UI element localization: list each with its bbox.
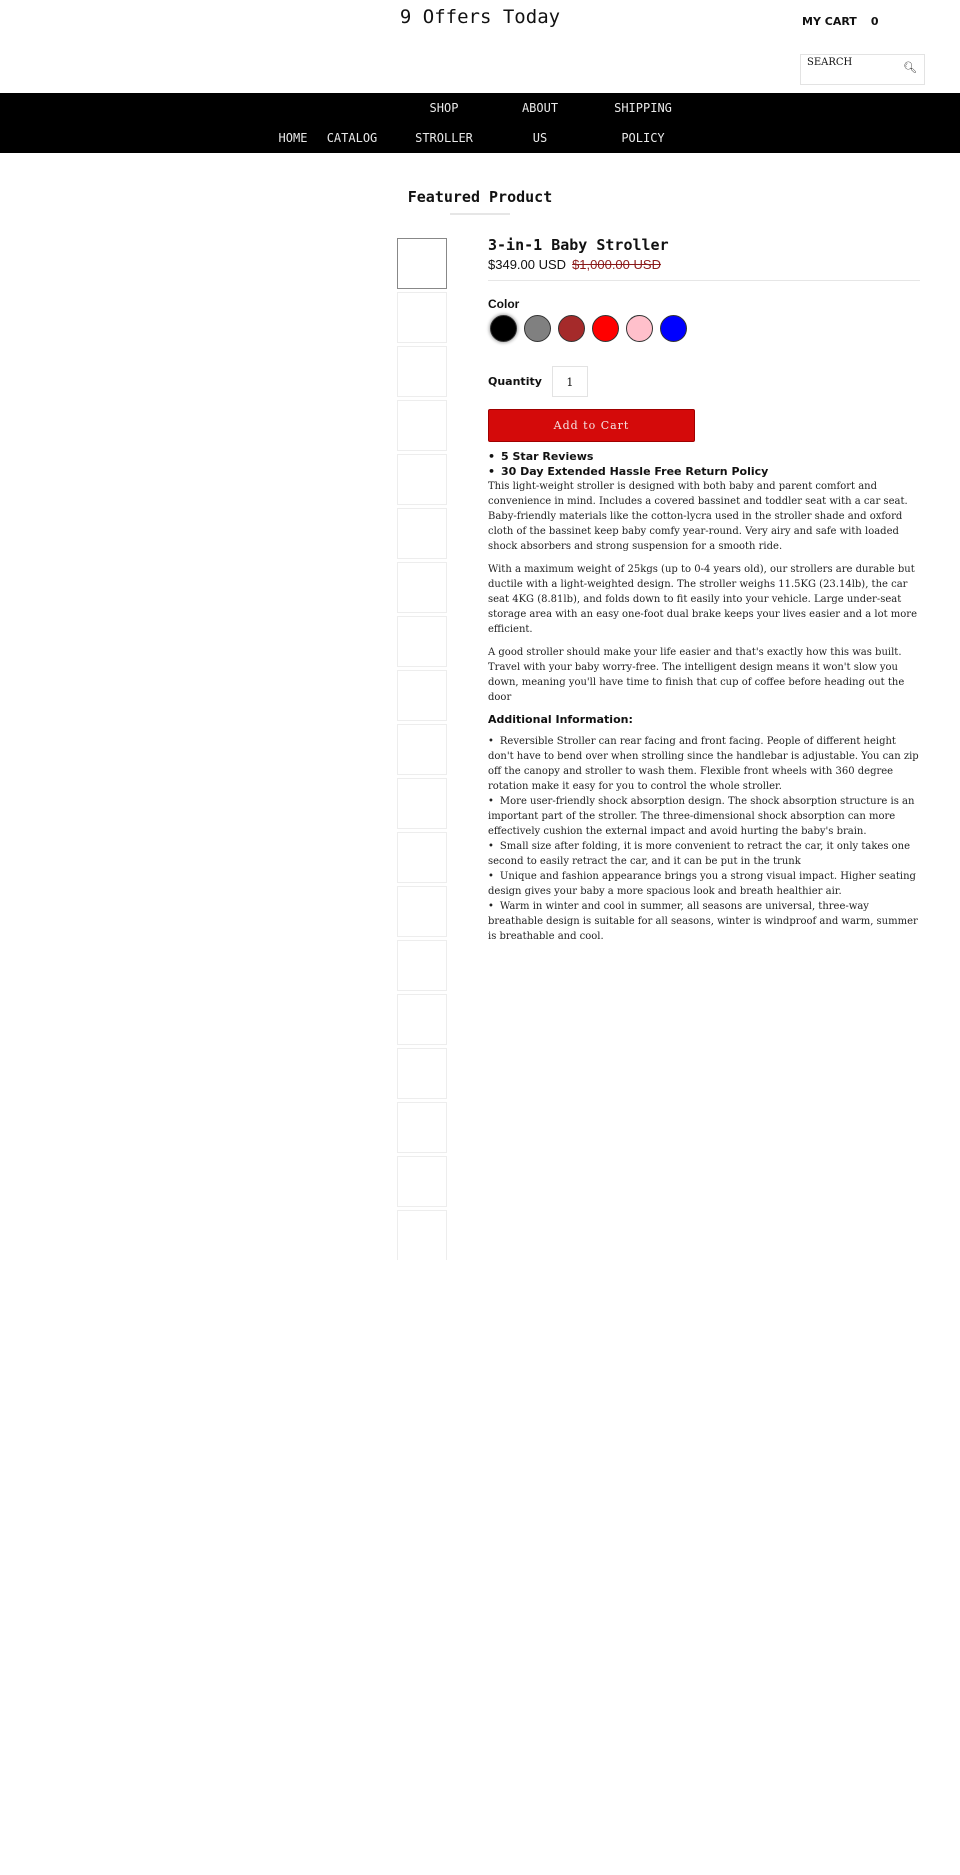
info-item: • Warm in winter and cool in summer, all seasons are universal, three-way breathable design is suitable for all seasons, winter is windproof and warm, summer is breathable and cool. (488, 899, 920, 944)
thumbnail[interactable] (397, 778, 447, 829)
nav-shop-stroller[interactable] (404, 93, 484, 153)
highlight-item: • 5 Star Reviews (488, 449, 920, 464)
color-label: Color (488, 297, 520, 311)
site-title[interactable]: 9 Offers Today (399, 6, 561, 28)
description-paragraph: With a maximum weight of 25kgs (up to 0-4 years old), our strollers are durable but ductile with a light-weighted design. The stroller weighs 11.5KG (23.14lb), the car seat 4KG (8.81lb), and folds down to fit easily into your vehicle. Large under-seat storage area with an easy one-foot dual brake keeps your lives easier and a lot more efficient. (488, 564, 917, 635)
nav-home[interactable] (268, 93, 318, 153)
info-item: • Reversible Stroller can rear facing and front facing. People of different height don't have to bend over when strolling since the handlebar is adjustable. You can zip off the canopy and stroller to wash them. Flexible front wheels with 360 degree rotation make it easy for you to control the whole stroller. (488, 734, 920, 794)
product-details (488, 236, 920, 944)
highlight-item: • 30 Day Extended Hassle Free Return Policy (488, 464, 920, 479)
nav-shop-stroller-line2: STROLLER (415, 131, 473, 145)
nav-about-us-line2: US (532, 131, 548, 145)
highlights-list (488, 449, 920, 479)
product-price: $349.00 USD (488, 257, 567, 272)
swatch-blue[interactable] (660, 315, 687, 342)
thumbnail[interactable] (397, 832, 447, 883)
thumbnail[interactable] (397, 1102, 447, 1153)
thumbnail[interactable] (397, 346, 447, 397)
thumbnail[interactable] (397, 994, 447, 1045)
thumbnail[interactable] (397, 1210, 447, 1260)
product-title: 3-in-1 Baby Stroller (488, 236, 669, 254)
quantity-input[interactable]: 1 (552, 366, 588, 397)
section-divider (450, 213, 510, 215)
nav-shop-stroller-line1: SHOP (429, 101, 459, 115)
search-placeholder: SEARCH (807, 57, 853, 68)
main-nav (0, 93, 960, 153)
nav-shipping-policy-line1: SHIPPING (614, 101, 672, 115)
thumbnail[interactable] (397, 292, 447, 343)
thumbnail[interactable] (397, 562, 447, 613)
swatch-black[interactable] (490, 315, 517, 342)
add-to-cart-button[interactable]: Add to Cart (488, 409, 695, 442)
nav-shipping-policy-line2: POLICY (621, 131, 665, 145)
thumbnail[interactable] (397, 454, 447, 505)
swatch-gray[interactable] (524, 315, 551, 342)
swatch-brown[interactable] (558, 315, 585, 342)
quantity-label: Quantity (488, 375, 542, 388)
swatch-red[interactable] (592, 315, 619, 342)
thumbnail[interactable] (397, 1048, 447, 1099)
cart-label: MY CART (802, 15, 857, 28)
compare-price: $1,000.00 USD (572, 257, 661, 272)
thumbnail[interactable] (397, 940, 447, 991)
section-title: Featured Product (407, 188, 553, 206)
my-cart-link[interactable] (802, 15, 878, 28)
thumbnail[interactable] (397, 508, 447, 559)
search-input[interactable] (800, 54, 925, 85)
thumbnail[interactable] (397, 238, 447, 289)
thumbnail[interactable] (397, 616, 447, 667)
thumbnail[interactable] (397, 724, 447, 775)
info-item: • Unique and fashion appearance brings you a strong visual impact. Higher seating design gives your baby a more spacious look and breath healthier air. (488, 869, 920, 899)
thumbnail[interactable] (397, 1156, 447, 1207)
info-item: • More user-friendly shock absorption design. The shock absorption structure is an important part of the stroller. The three-dimensional shock absorption can more effectively cushion the external impact and avoid hurting the baby's brain. (488, 794, 920, 839)
price-row (488, 257, 920, 281)
thumbnail-list (397, 238, 447, 1260)
nav-catalog[interactable] (318, 93, 386, 153)
swatch-pink[interactable] (626, 315, 653, 342)
search-icon[interactable]: 🔍︎ (903, 61, 917, 74)
description-paragraph: This light-weight stroller is designed with both baby and parent comfort and convenience in mind. Includes a covered bassinet and toddler seat with a car seat. Baby-friendly materials like the cotton-lycra used in the stroller shade and oxford cloth of the bassinet keep baby comfy year-round. Very airy and safe with loaded shock absorbers and strong suspension for a smooth ride. (488, 481, 908, 552)
nav-home-line1 (268, 93, 318, 123)
description-paragraph: A good stroller should make your life easier and that's exactly how this was built. Travel with your baby worry-free. The intelligent design means it won't slow you down, meaning you'll have time to finish that cup of coffee before heading out the door (488, 647, 905, 703)
thumbnail[interactable] (397, 886, 447, 937)
thumbnail[interactable] (397, 400, 447, 451)
nav-catalog-line1 (318, 93, 386, 123)
cart-count: 0 (870, 15, 879, 28)
color-swatches (488, 315, 920, 342)
info-item: • Small size after folding, it is more convenient to retract the car, it only takes one second to easily retract the car, and it can be put in the trunk (488, 839, 920, 869)
additional-info-list (488, 734, 920, 944)
quantity-row (488, 366, 920, 397)
thumbnail[interactable] (397, 670, 447, 721)
nav-about-us-line1: ABOUT (521, 101, 559, 115)
additional-info-heading: Additional Information: (488, 713, 633, 726)
nav-shipping-policy[interactable] (598, 93, 688, 153)
nav-catalog-label: CATALOG (326, 131, 378, 145)
product-description (488, 479, 920, 705)
nav-about-us[interactable] (500, 93, 580, 153)
nav-home-label: HOME (278, 131, 308, 145)
